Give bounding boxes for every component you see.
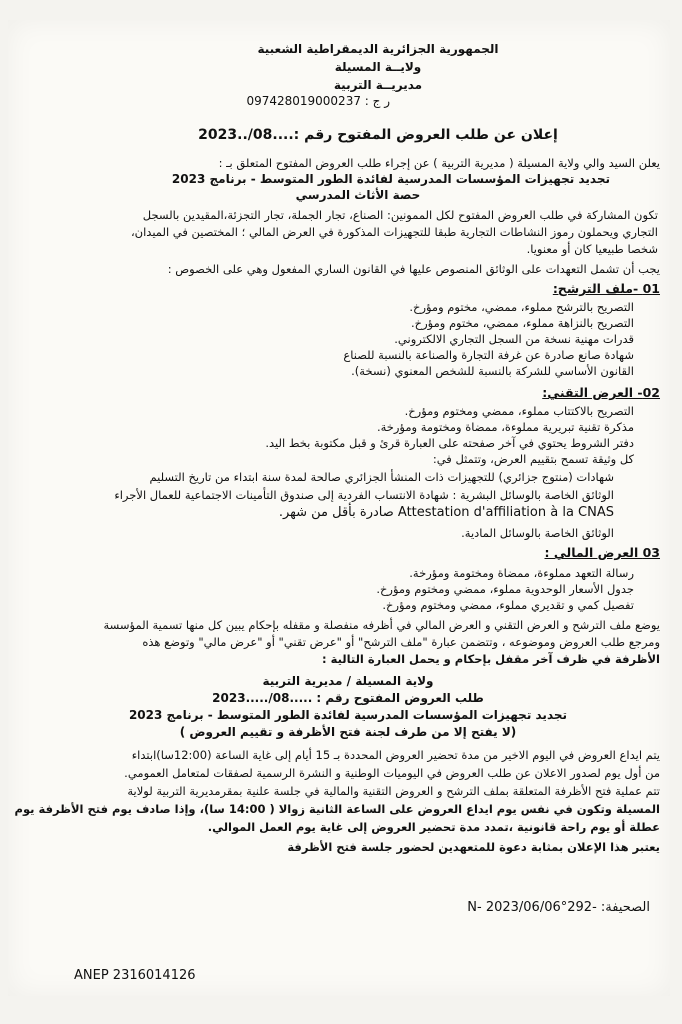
outer-line-3: تجديد تجهيزات المؤسسات المدرسية لفائدة الطور المتوسط - برنامج 2023 bbox=[128, 708, 568, 722]
section1-item: التصريح بالنزاهة مملوء، ممضي، مختوم ومؤرخ. bbox=[411, 316, 634, 330]
section2-subitem: الوثائق الخاصة بالوسائل المادية. bbox=[461, 526, 614, 540]
section2-subitem: شهادات (منتوج جزائري) للتجهيزات ذات المنشأ الجزائري صالحة لمدة سنة ابتداء من تاريخ التسليم bbox=[149, 470, 614, 484]
section1-item: قدرات مهنية نسخة من السجل التجاري الالكتروني. bbox=[394, 332, 634, 346]
outer-line-1: ولاية المسيلة / مديرية التربية bbox=[262, 674, 434, 688]
final-line-1: يتم ايداع العروض في اليوم الاخير من مدة تحضير العروض المحددة بـ 15 أيام إلى غاية الساعة (12:00سا)ابتداء bbox=[131, 748, 660, 762]
outer-line-4: (لا يفتح إلا من طرف لجنة فتح الأظرفة و تقييم العروض ) bbox=[179, 725, 517, 739]
eligibility-line-3: شخصا طبيعيا كان أو معنويا. bbox=[526, 242, 658, 256]
section2-subitem: Attestation d'affiliation à la CNAS صادرة بأقل من شهر. bbox=[278, 505, 614, 520]
section2-item: كل وثيقة تسمح بتقييم العرض، وتتمثل في: bbox=[432, 452, 634, 466]
section1-item: التصريح بالترشح مملوء، ممضي، مختوم ومؤرخ. bbox=[409, 300, 634, 314]
commitments-text: يجب أن تشمل التعهدات على الوثائق المنصوص عليها في القانون الساري المفعول وهي على الخصوص : bbox=[167, 262, 660, 276]
envelope-line-2: ومرجع طلب العروض وموضوعه ، وتتضمن عبارة "ملف الترشح" أو "عرض تقني" أو "عرض مالي" وتوضع هذه bbox=[142, 635, 660, 649]
header-wilaya: ولايــة المسيلة bbox=[334, 60, 422, 74]
section3-title: 03 العرض المالي : bbox=[544, 545, 660, 560]
section1-item: القانون الأساسي للشركة بالنسبة للشخص المعنوي (نسخة). bbox=[351, 364, 634, 378]
header-country: الجمهورية الجزائرية الديمقراطية الشعبية bbox=[257, 42, 499, 56]
outer-line-2: طلب العروض المفتوح رقم : .....08/.....2023 bbox=[212, 691, 484, 705]
eligibility-line-1: تكون المشاركة في طلب العروض المفتوح لكل الممونين: الصناع، تجار الجملة، تجار التجزئة،المقيدين بالسجل bbox=[142, 208, 658, 222]
lot-text: حصة الأثاث المدرسي bbox=[295, 188, 421, 202]
section1-item: شهادة صانع صادرة عن غرفة التجارة والصناعة بالنسبة للصناع bbox=[343, 348, 634, 362]
section2-item: مذكرة تقنية تبريرية مملوءة، ممضاة ومختومة ومؤرخة. bbox=[376, 420, 634, 434]
final-line-4: المسيلة وتكون في نفس يوم ايداع العروض على الساعة الثانية زوالا ( 14:00 سا)، وإذا صادف يوم فتح الأظرفة يوم bbox=[14, 802, 660, 816]
section3-item: تفصيل كمي و تقديري مملوء، ممضي ومختوم ومؤرخ. bbox=[382, 598, 634, 612]
subject-text: تجديد تجهيزات المؤسسات المدرسية لفائدة الطور المتوسط - برنامج 2023 bbox=[171, 172, 610, 186]
document-page bbox=[8, 20, 670, 996]
section3-item: رسالة التعهد مملوءة، ممضاة ومختومة ومؤرخة. bbox=[409, 566, 634, 580]
intro-text: يعلن السيد والي ولاية المسيلة ( مديرية التربية ) عن إجراء طلب العروض المفتوح المتعلق بـ : bbox=[218, 156, 660, 170]
envelope-line-1: يوضع ملف الترشح و العرض التقني و العرض المالي في أظرفه منفصلة و مقفله بإحكام يبين كل منها تسمية المؤسسة bbox=[103, 618, 660, 632]
section2-title: 02- العرض التقني: bbox=[542, 385, 660, 400]
header-directorate: مديريــة التربية bbox=[333, 78, 423, 92]
header-nif: ر ج : 097428019000237 bbox=[246, 94, 390, 108]
final-line-5: عطلة أو يوم راحة قانونية ،تمدد مدة تحضير العروض إلى غاية يوم العمل الموالي. bbox=[207, 820, 660, 834]
eligibility-line-2: التجاري ويحملون رموز النشاطات التجارية طبقا للتجهيزات المذكورة في العرض المالي ؛ المختصين في الميدان، bbox=[130, 225, 658, 239]
section2-item: التصريح بالاكتتاب مملوء، ممضي ومختوم ومؤرخ. bbox=[404, 404, 634, 418]
footer-anep: ANEP 2316014126 bbox=[74, 968, 196, 983]
footer-page-label: الصحيفة: -292°N- 2023/06/06 bbox=[467, 900, 650, 915]
final-line-3: تتم عملية فتح الأظرفة المتعلقة بملف الترشح و العروض التقنية والمالية في جلسة علنية بمقرمديرية التربية لولاية bbox=[127, 784, 660, 798]
section3-item: جدول الأسعار الوحدوية مملوء، ممضي ومختوم ومؤرخ. bbox=[376, 582, 634, 596]
page-title: إعلان عن طلب العروض المفتوح رقم :....08/..2023 bbox=[198, 127, 558, 143]
section2-subitem: الوثائق الخاصة بالوسائل البشرية : شهادة الانتساب الفردية إلى صندوق التأمينات الاجتماعية للعمال الأجراء bbox=[114, 488, 614, 502]
final-line-2: من أول يوم لصدور الاعلان عن طلب العروض في اليوميات الوطنية و النشرة الرسمية لصفقات لمتعامل العمومي. bbox=[124, 766, 660, 780]
section1-title: 01 -ملف الترشح: bbox=[552, 281, 660, 296]
final-line-6: يعتبر هذا الإعلان بمثابة دعوة للمتعهدين لحضور جلسة فتح الأظرفة bbox=[287, 840, 660, 854]
section2-item: دفتر الشروط يحتوي في آخر صفحته على العبارة قرئ و قبل مكتوبة بخط اليد. bbox=[265, 436, 634, 450]
envelope-line-3: الأظرفة في ظرف آخر مقفل بإحكام و يحمل العبارة التالية : bbox=[322, 652, 660, 666]
